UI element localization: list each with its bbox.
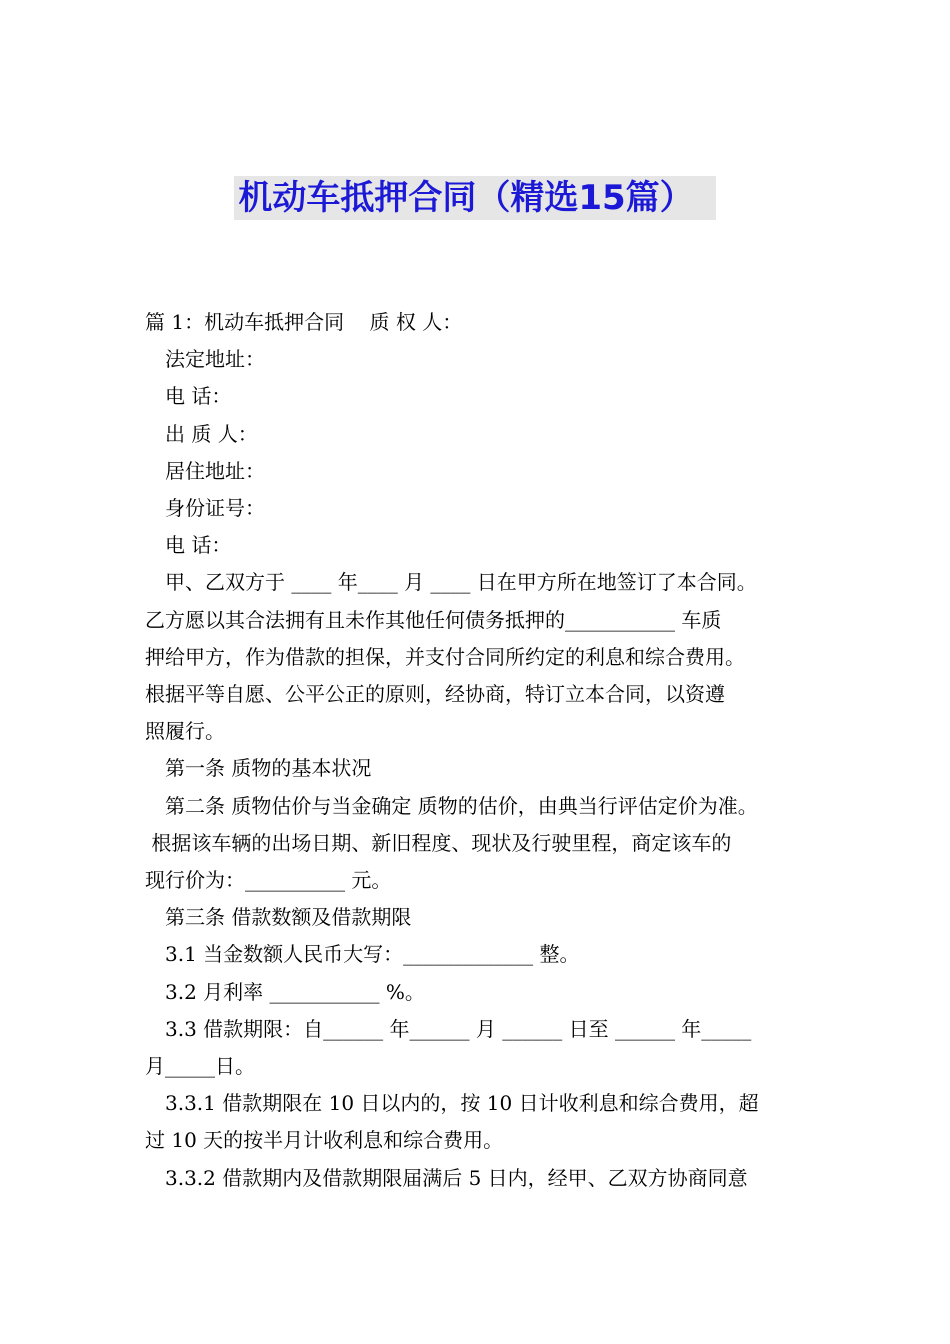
body-line: 电 话： bbox=[165, 533, 232, 558]
title-wrap bbox=[0, 176, 950, 220]
body-line: 月_____日。 bbox=[145, 1054, 255, 1079]
body-line: 3.2 月利率 ___________ %。 bbox=[165, 979, 425, 1004]
body-line: 根据平等自愿、公平公正的原则，经协商，特订立本合同，以资遵 bbox=[145, 682, 725, 707]
body-line: 第二条 质物估价与当金确定 质物的估价，由典当行评估定价为准。 bbox=[165, 793, 758, 818]
body-line: 第三条 借款数额及借款期限 bbox=[165, 905, 412, 930]
body-line: 篇 1：机动车抵押合同 质 权 人： bbox=[145, 310, 463, 334]
body-line: 乙方愿以其合法拥有且未作其他任何债务抵押的___________ 车质 bbox=[145, 607, 722, 632]
body-line: 3.1 当金数额人民币大写：_____________ 整。 bbox=[165, 942, 580, 967]
body-line: 3.3.1 借款期限在 10 日以内的，按 10 日计收利息和综合费用，超 bbox=[165, 1091, 759, 1116]
body-line: 押给甲方，作为借款的担保，并支付合同所约定的利息和综合费用。 bbox=[145, 644, 745, 669]
body-line: 法定地址： bbox=[165, 347, 265, 372]
body-line: 3.3 借款期限：自______ 年______ 月 ______ 日至 ______ 年_____ bbox=[165, 1016, 752, 1041]
body-line: 身份证号： bbox=[165, 496, 265, 521]
body-line: 照履行。 bbox=[145, 719, 225, 744]
body-line: 现行价为：__________ 元。 bbox=[145, 868, 392, 893]
body-line: 根据该车辆的出场日期、新旧程度、现状及行驶里程，商定该车的 bbox=[145, 830, 732, 855]
body-line: 3.3.2 借款期内及借款期限届满后 5 日内，经甲、乙双方协商同意 bbox=[165, 1165, 748, 1190]
document-body bbox=[145, 304, 810, 1197]
body-line: 居住地址： bbox=[165, 458, 265, 483]
body-line: 电 话： bbox=[165, 384, 232, 409]
body-line: 过 10 天的按半月计收利息和综合费用。 bbox=[145, 1128, 504, 1153]
body-line: 第一条 质物的基本状况 bbox=[165, 756, 372, 781]
body-line: 出 质 人： bbox=[165, 421, 258, 446]
body-line: 甲、乙双方于 ____ 年____ 月 ____ 日在甲方所在地签订了本合同。 bbox=[165, 570, 757, 595]
document-title: 机动车抵押合同（精选15篇） bbox=[234, 176, 715, 220]
